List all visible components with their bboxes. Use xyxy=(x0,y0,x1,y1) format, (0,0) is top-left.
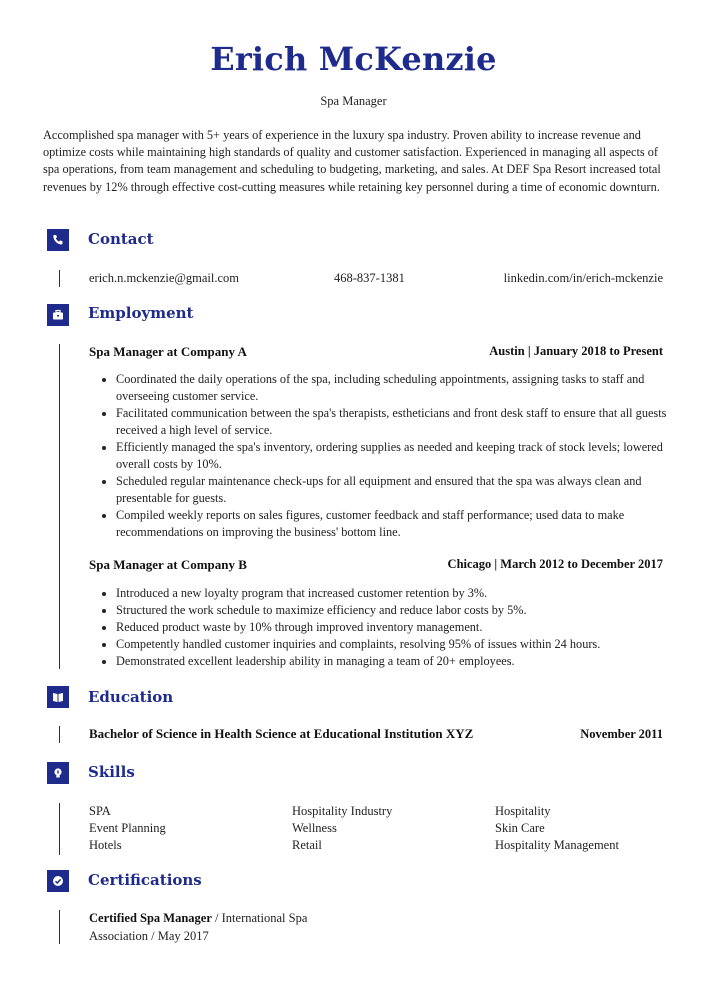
badge-check-icon xyxy=(47,870,69,892)
skills-rule xyxy=(59,803,60,855)
contact-email[interactable]: erich.n.mckenzie@gmail.com xyxy=(89,271,239,285)
contact-rule xyxy=(59,270,60,287)
education-date: November 2011 xyxy=(580,727,663,741)
list-item: • Compiled weekly reports on sales figures, customer feedback and staff performance; used data to make recommendations on improving the business' bottom line. xyxy=(116,507,682,541)
section-title-skills: Skills xyxy=(88,763,135,781)
certification-name: Certified Spa Manager xyxy=(89,911,212,925)
list-item: • Coordinated the daily operations of the spa, including scheduling appointments, assigning tasks to staff and overseeing customer service. xyxy=(116,371,682,405)
job-title-2: Spa Manager at Company B xyxy=(89,557,247,572)
skill-item: Wellness xyxy=(292,821,337,835)
skill-item: Hospitality xyxy=(495,804,551,818)
list-item: • Reduced product waste by 10% through improved inventory management. xyxy=(116,619,682,636)
candidate-name: Erich McKenzie xyxy=(210,40,497,78)
certification-entry xyxy=(89,909,329,945)
education-degree: Bachelor of Science in Health Science at Educational Institution XYZ xyxy=(89,726,474,741)
job-meta-2: Chicago | March 2012 to December 2017 xyxy=(447,557,663,571)
section-title-employment: Employment xyxy=(88,304,194,322)
skill-item: Event Planning xyxy=(89,821,166,835)
section-title-contact: Contact xyxy=(88,230,154,248)
skill-item: SPA xyxy=(89,804,111,818)
certification-issuer-date: / International Spa Association / May 2017 xyxy=(89,911,308,943)
skill-item: Skin Care xyxy=(495,821,545,835)
list-item: • Introduced a new loyalty program that increased customer retention by 3%. xyxy=(116,585,682,602)
briefcase-icon xyxy=(47,304,69,326)
list-item: • Competently handled customer inquiries and complaints, resolving 95% of issues within 24 hours. xyxy=(116,636,682,653)
skill-item: Hospitality Industry xyxy=(292,804,393,818)
section-title-certifications: Certifications xyxy=(88,871,202,889)
certifications-rule xyxy=(59,910,60,944)
section-title-education: Education xyxy=(88,688,174,706)
education-rule xyxy=(59,726,60,743)
job-title-1: Spa Manager at Company A xyxy=(89,344,247,359)
candidate-title: Spa Manager xyxy=(320,94,387,108)
list-item: • Efficiently managed the spa's inventory, ordering supplies as needed and keeping track of stock levels; lowered overall costs by 10%. xyxy=(116,439,682,473)
list-item: • Scheduled regular maintenance check-ups for all equipment and ensured that the spa was always clean and presentable for guests. xyxy=(116,473,682,507)
lightbulb-icon xyxy=(47,762,69,784)
list-item: • Demonstrated excellent leadership ability in managing a team of 20+ employees. xyxy=(116,653,682,670)
job-bullets-1 xyxy=(89,371,682,541)
list-item: • Structured the work schedule to maximize efficiency and reduce labor costs by 5%. xyxy=(116,602,682,619)
skill-item: Retail xyxy=(292,838,322,852)
book-icon xyxy=(47,686,69,708)
skill-item: Hospitality Management xyxy=(495,838,619,852)
contact-phone[interactable]: 468-837-1381 xyxy=(334,271,405,285)
summary-paragraph: Accomplished spa manager with 5+ years of experience in the luxury spa industry. Proven ability to increase revenue and optimize costs while maintaining high standards of quality and customer satisfaction. Experienced in managing all aspects of spa operations, from team management and scheduling to budgeting, marketing, and sales. At DEF Spa Resort increased total revenues by 12% through effective cost-cutting measures while retaining key personnel during a time of economic downturn. xyxy=(43,128,661,194)
job-meta-1: Austin | January 2018 to Present xyxy=(489,344,663,358)
skill-item: Hotels xyxy=(89,838,122,852)
list-item: • Facilitated communication between the spa's therapists, estheticians and front desk staff to ensure that all guests received a high level of service. xyxy=(116,405,682,439)
job-bullets-2 xyxy=(89,585,682,670)
employment-rule xyxy=(59,344,60,669)
phone-icon xyxy=(47,229,69,251)
contact-linkedin[interactable]: linkedin.com/in/erich-mckenzie xyxy=(503,271,663,285)
